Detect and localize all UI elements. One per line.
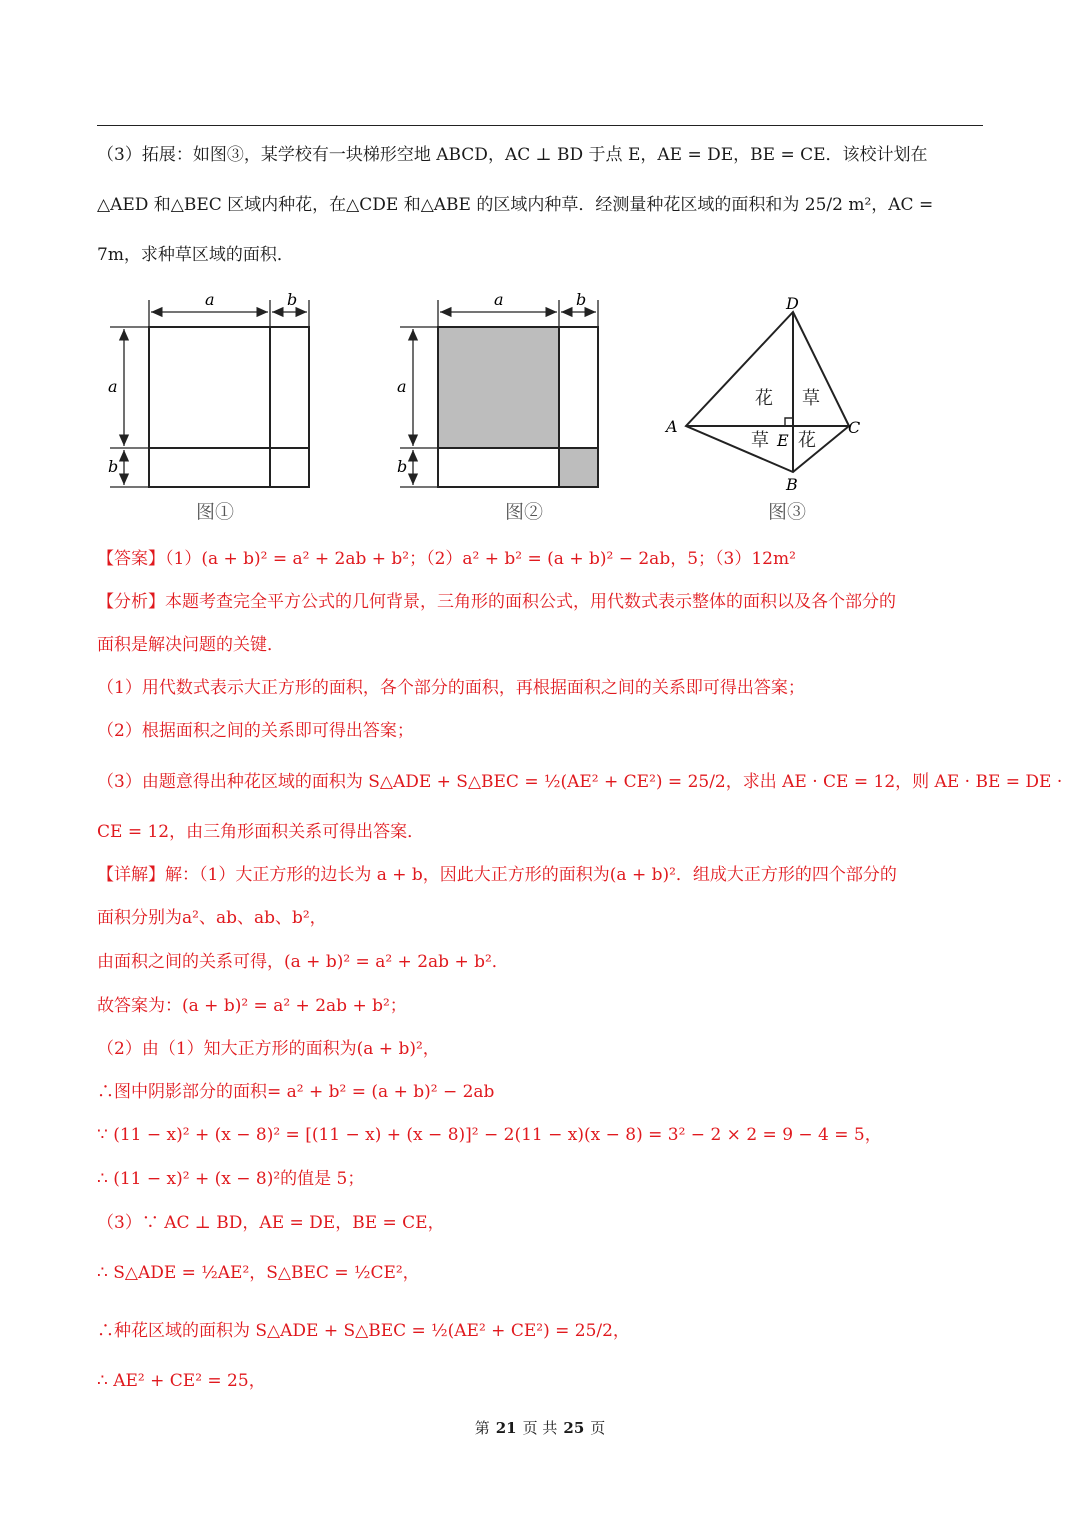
detail-line-6: ∴图中阴影部分的面积= a² + b² = (a + b)² − 2ab	[97, 1082, 495, 1102]
fig1-caption: 图①	[196, 501, 235, 523]
footer-suffix: 页	[590, 1419, 606, 1437]
fig1-label-a-top: a	[205, 290, 215, 309]
footer-prefix: 第	[474, 1419, 490, 1437]
detail-line-8: ∴ (11 − x)² + (x − 8)²的值是 5；	[97, 1169, 365, 1189]
fig3-grass-top: 草	[802, 388, 820, 409]
fig2-label-a-left: a	[397, 377, 407, 396]
detail-line-5: （2）由（1）知大正方形的面积为(a + b)²，	[97, 1039, 440, 1059]
fig1-label-a-left: a	[108, 377, 118, 396]
fig2-label-b-left: b	[397, 457, 408, 476]
figure-2	[400, 300, 598, 487]
detail-line-1: 【详解】解：（1）大正方形的边长为 a + b，因此大正方形的面积为(a + b)²．组成大正方形的四个部分的	[97, 865, 897, 885]
problem-line-2: △AED 和△BEC 区域内种花，在△CDE 和△ABE 的区域内种草．经测量种花区域的面积和为 25/2 m²，AC =	[97, 195, 934, 215]
detail-line-3: 由面积之间的关系可得，(a + b)² = a² + 2ab + b²．	[97, 952, 509, 972]
analysis-line-3: （1）用代数式表示大正方形的面积，各个部分的面积，再根据面积之间的关系即可得出答案；	[97, 678, 805, 698]
detail-line-4: 故答案为：(a + b)² = a² + 2ab + b²；	[97, 996, 407, 1016]
figure-1	[110, 300, 309, 487]
fig3-flower-top: 花	[755, 388, 773, 409]
analysis-line-5: （3）由题意得出种花区域的面积为 S△ADE + S△BEC = ½(AE² + CE²) = 25/2，求出 AE · CE = 12，则 AE · BE = DE ·	[97, 772, 1063, 792]
detail-line-9: （3）∵ AC ⊥ BD，AE = DE，BE = CE，	[97, 1213, 445, 1233]
fig2-label-a-top: a	[494, 290, 504, 309]
fig3-point-a: A	[666, 417, 678, 436]
answer-line: 【答案】（1）(a + b)² = a² + 2ab + b²；（2）a² + b² = (a + b)² − 2ab，5；（3）12m²	[97, 549, 796, 569]
footer-middle: 页 共	[522, 1419, 558, 1437]
detail-line-2: 面积分别为a²、ab、ab、b²，	[97, 908, 327, 928]
fig3-point-e: E	[777, 431, 789, 450]
analysis-line-4: （2）根据面积之间的关系即可得出答案；	[97, 721, 414, 741]
fig3-point-c: C	[848, 418, 861, 437]
figures-svg	[0, 280, 1080, 530]
fig3-right-angle-mark	[785, 418, 793, 426]
fig1-label-b-top: b	[287, 290, 298, 309]
fig3-flower-bottom: 花	[798, 430, 816, 451]
fig3-point-b: B	[786, 475, 798, 494]
fig1-outer-square	[149, 327, 309, 487]
fig3-point-d: D	[786, 294, 799, 313]
fig3-caption: 图③	[768, 501, 807, 523]
fig2-shaded-a-square	[438, 327, 559, 448]
detail-line-7: ∵ (11 − x)² + (x − 8)² = [(11 − x) + (x − 8)]² − 2(11 − x)(x − 8) = 3² − 2 × 2 = 9 − 4 = 5，	[97, 1125, 882, 1145]
fig1-label-b-left: b	[108, 457, 119, 476]
detail-line-11: ∴种花区域的面积为 S△ADE + S△BEC = ½(AE² + CE²) = 25/2，	[97, 1321, 630, 1341]
header-rule	[97, 125, 983, 126]
fig3-grass-bottom: 草	[751, 430, 769, 451]
analysis-line-1: 【分析】本题考查完全平方公式的几何背景，三角形的面积公式，用代数式表示整体的面积以及各个部分的	[97, 592, 896, 612]
detail-line-12: ∴ AE² + CE² = 25，	[97, 1371, 266, 1391]
fig2-caption: 图②	[505, 501, 544, 523]
analysis-line-6: CE = 12，由三角形面积关系可得出答案．	[97, 822, 425, 842]
problem-line-1: （3）拓展：如图③，某学校有一块梯形空地 ABCD，AC ⊥ BD 于点 E，AE = DE，BE = CE．该校计划在	[97, 145, 928, 165]
fig2-shaded-b-square	[559, 448, 598, 487]
problem-line-3: 7m，求种草区域的面积．	[97, 245, 294, 265]
detail-line-10: ∴ S△ADE = ½AE²，S△BEC = ½CE²，	[97, 1263, 420, 1283]
page-footer	[0, 1417, 1080, 1438]
analysis-line-2: 面积是解决问题的关键．	[97, 635, 284, 655]
footer-total-pages: 25	[563, 1419, 585, 1437]
footer-page-number: 21	[495, 1419, 517, 1437]
fig2-label-b-top: b	[576, 290, 587, 309]
